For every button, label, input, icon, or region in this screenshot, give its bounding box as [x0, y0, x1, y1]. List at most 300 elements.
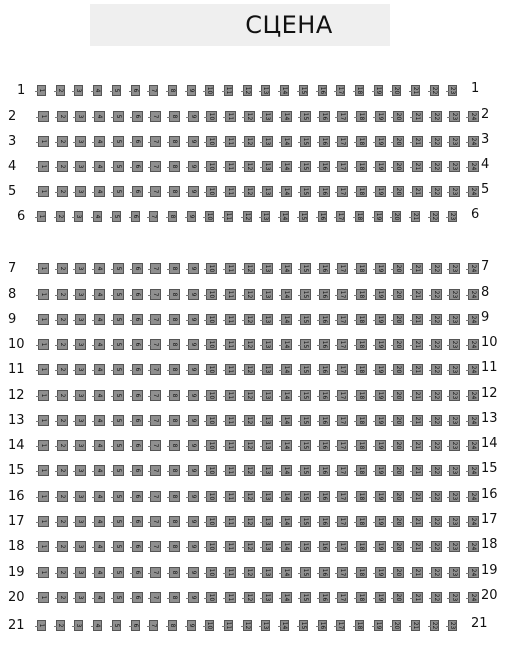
seat[interactable]: [449, 289, 460, 300]
seat[interactable]: [57, 491, 68, 502]
seat[interactable]: [449, 465, 460, 476]
seat[interactable]: [188, 465, 199, 476]
seat[interactable]: [281, 465, 292, 476]
seat[interactable]: [38, 364, 49, 375]
seat[interactable]: [113, 592, 124, 603]
seat[interactable]: [150, 516, 161, 527]
seat[interactable]: [225, 289, 236, 300]
seat[interactable]: [262, 516, 273, 527]
seat[interactable]: [225, 314, 236, 325]
seat[interactable]: [132, 491, 143, 502]
seat[interactable]: [337, 390, 348, 401]
seat[interactable]: [113, 440, 124, 451]
seat[interactable]: [38, 136, 49, 147]
seat[interactable]: [300, 289, 311, 300]
seat[interactable]: [75, 415, 86, 426]
seat[interactable]: [262, 136, 273, 147]
seat[interactable]: [393, 465, 404, 476]
seat[interactable]: [225, 592, 236, 603]
seat[interactable]: [375, 289, 386, 300]
seat[interactable]: [224, 211, 233, 222]
seat[interactable]: [150, 440, 161, 451]
seat[interactable]: [132, 390, 143, 401]
seat[interactable]: [206, 440, 217, 451]
seat[interactable]: [300, 364, 311, 375]
seat[interactable]: [430, 211, 439, 222]
seat[interactable]: [75, 364, 86, 375]
seat[interactable]: [468, 111, 479, 122]
seat[interactable]: [281, 541, 292, 552]
seat[interactable]: [337, 465, 348, 476]
seat[interactable]: [468, 465, 479, 476]
seat[interactable]: [243, 211, 252, 222]
seat[interactable]: [337, 289, 348, 300]
seat[interactable]: [206, 465, 217, 476]
seat[interactable]: [261, 620, 270, 631]
seat[interactable]: [205, 620, 214, 631]
seat[interactable]: [468, 136, 479, 147]
seat[interactable]: [244, 567, 255, 578]
seat[interactable]: [337, 516, 348, 527]
seat[interactable]: [132, 465, 143, 476]
seat[interactable]: [280, 211, 289, 222]
seat[interactable]: [206, 186, 217, 197]
seat[interactable]: [150, 314, 161, 325]
seat[interactable]: [319, 592, 330, 603]
seat[interactable]: [468, 314, 479, 325]
seat[interactable]: [188, 339, 199, 350]
seat[interactable]: [262, 186, 273, 197]
seat[interactable]: [393, 339, 404, 350]
seat[interactable]: [205, 211, 214, 222]
seat[interactable]: [393, 111, 404, 122]
seat[interactable]: [431, 364, 442, 375]
seat[interactable]: [449, 415, 460, 426]
seat[interactable]: [94, 541, 105, 552]
seat[interactable]: [300, 541, 311, 552]
seat[interactable]: [393, 263, 404, 274]
seat[interactable]: [75, 440, 86, 451]
seat[interactable]: [393, 314, 404, 325]
seat[interactable]: [75, 111, 86, 122]
seat[interactable]: [319, 289, 330, 300]
seat[interactable]: [57, 541, 68, 552]
seat[interactable]: [75, 339, 86, 350]
seat[interactable]: [262, 263, 273, 274]
seat[interactable]: [132, 364, 143, 375]
seat[interactable]: [74, 211, 83, 222]
seat[interactable]: [449, 186, 460, 197]
seat[interactable]: [169, 491, 180, 502]
seat[interactable]: [169, 364, 180, 375]
seat[interactable]: [206, 111, 217, 122]
seat[interactable]: [225, 415, 236, 426]
seat[interactable]: [224, 620, 233, 631]
seat[interactable]: [356, 136, 367, 147]
seat[interactable]: [337, 314, 348, 325]
seat[interactable]: [448, 620, 457, 631]
seat[interactable]: [300, 516, 311, 527]
seat[interactable]: [300, 314, 311, 325]
seat[interactable]: [188, 567, 199, 578]
seat[interactable]: [244, 592, 255, 603]
seat[interactable]: [319, 516, 330, 527]
seat[interactable]: [319, 440, 330, 451]
seat[interactable]: [392, 85, 401, 96]
seat[interactable]: [431, 465, 442, 476]
seat[interactable]: [412, 415, 423, 426]
seat[interactable]: [94, 390, 105, 401]
seat[interactable]: [375, 491, 386, 502]
seat[interactable]: [375, 161, 386, 172]
seat[interactable]: [318, 211, 327, 222]
seat[interactable]: [468, 541, 479, 552]
seat[interactable]: [412, 289, 423, 300]
seat[interactable]: [75, 567, 86, 578]
seat[interactable]: [188, 161, 199, 172]
seat[interactable]: [261, 211, 270, 222]
seat[interactable]: [169, 314, 180, 325]
seat[interactable]: [319, 390, 330, 401]
seat[interactable]: [75, 314, 86, 325]
seat[interactable]: [319, 186, 330, 197]
seat[interactable]: [93, 85, 102, 96]
seat[interactable]: [449, 516, 460, 527]
seat[interactable]: [468, 440, 479, 451]
seat[interactable]: [94, 263, 105, 274]
seat[interactable]: [393, 161, 404, 172]
seat[interactable]: [187, 620, 196, 631]
seat[interactable]: [337, 263, 348, 274]
seat[interactable]: [449, 592, 460, 603]
seat[interactable]: [356, 314, 367, 325]
seat[interactable]: [150, 136, 161, 147]
seat[interactable]: [169, 390, 180, 401]
seat[interactable]: [337, 567, 348, 578]
seat[interactable]: [319, 111, 330, 122]
seat[interactable]: [112, 85, 121, 96]
seat[interactable]: [244, 541, 255, 552]
seat[interactable]: [150, 390, 161, 401]
seat[interactable]: [356, 186, 367, 197]
seat[interactable]: [337, 541, 348, 552]
seat[interactable]: [225, 567, 236, 578]
seat[interactable]: [356, 161, 367, 172]
seat[interactable]: [449, 364, 460, 375]
seat[interactable]: [150, 263, 161, 274]
seat[interactable]: [206, 390, 217, 401]
seat[interactable]: [74, 620, 83, 631]
seat[interactable]: [150, 364, 161, 375]
seat[interactable]: [113, 314, 124, 325]
seat[interactable]: [75, 186, 86, 197]
seat[interactable]: [113, 289, 124, 300]
seat[interactable]: [337, 111, 348, 122]
seat[interactable]: [37, 211, 46, 222]
seat[interactable]: [169, 567, 180, 578]
seat[interactable]: [188, 136, 199, 147]
seat[interactable]: [244, 111, 255, 122]
seat[interactable]: [169, 440, 180, 451]
seat[interactable]: [281, 136, 292, 147]
seat[interactable]: [393, 364, 404, 375]
seat[interactable]: [225, 339, 236, 350]
seat[interactable]: [38, 415, 49, 426]
seat[interactable]: [262, 592, 273, 603]
seat[interactable]: [206, 415, 217, 426]
seat[interactable]: [113, 364, 124, 375]
seat[interactable]: [94, 186, 105, 197]
seat[interactable]: [188, 314, 199, 325]
seat[interactable]: [412, 440, 423, 451]
seat[interactable]: [132, 592, 143, 603]
seat[interactable]: [188, 364, 199, 375]
seat[interactable]: [244, 339, 255, 350]
seat[interactable]: [57, 415, 68, 426]
seat[interactable]: [113, 339, 124, 350]
seat[interactable]: [57, 263, 68, 274]
seat[interactable]: [468, 186, 479, 197]
seat[interactable]: [168, 85, 177, 96]
seat[interactable]: [281, 339, 292, 350]
seat[interactable]: [132, 289, 143, 300]
seat[interactable]: [149, 211, 158, 222]
seat[interactable]: [355, 211, 364, 222]
seat[interactable]: [281, 111, 292, 122]
seat[interactable]: [374, 620, 383, 631]
seat[interactable]: [206, 136, 217, 147]
seat[interactable]: [75, 491, 86, 502]
seat[interactable]: [412, 567, 423, 578]
seat[interactable]: [449, 541, 460, 552]
seat[interactable]: [356, 263, 367, 274]
seat[interactable]: [225, 465, 236, 476]
seat[interactable]: [38, 541, 49, 552]
seat[interactable]: [131, 620, 140, 631]
seat[interactable]: [243, 620, 252, 631]
seat[interactable]: [262, 541, 273, 552]
seat[interactable]: [38, 263, 49, 274]
seat[interactable]: [337, 161, 348, 172]
seat[interactable]: [38, 289, 49, 300]
seat[interactable]: [94, 314, 105, 325]
seat[interactable]: [38, 314, 49, 325]
seat[interactable]: [225, 390, 236, 401]
seat[interactable]: [149, 85, 158, 96]
seat[interactable]: [150, 567, 161, 578]
seat[interactable]: [281, 440, 292, 451]
seat[interactable]: [337, 364, 348, 375]
seat[interactable]: [56, 211, 65, 222]
seat[interactable]: [468, 516, 479, 527]
seat[interactable]: [169, 263, 180, 274]
seat[interactable]: [75, 541, 86, 552]
seat[interactable]: [131, 211, 140, 222]
seat[interactable]: [132, 567, 143, 578]
seat[interactable]: [300, 592, 311, 603]
seat[interactable]: [188, 440, 199, 451]
seat[interactable]: [375, 415, 386, 426]
seat[interactable]: [206, 161, 217, 172]
seat[interactable]: [431, 289, 442, 300]
seat[interactable]: [206, 592, 217, 603]
seat[interactable]: [94, 415, 105, 426]
seat[interactable]: [188, 592, 199, 603]
seat[interactable]: [113, 465, 124, 476]
seat[interactable]: [188, 516, 199, 527]
seat[interactable]: [449, 136, 460, 147]
seat[interactable]: [356, 289, 367, 300]
seat[interactable]: [57, 289, 68, 300]
seat[interactable]: [94, 111, 105, 122]
seat[interactable]: [431, 491, 442, 502]
seat[interactable]: [262, 364, 273, 375]
seat[interactable]: [188, 186, 199, 197]
seat[interactable]: [468, 592, 479, 603]
seat[interactable]: [132, 263, 143, 274]
seat[interactable]: [412, 161, 423, 172]
seat[interactable]: [244, 390, 255, 401]
seat[interactable]: [169, 161, 180, 172]
seat[interactable]: [393, 440, 404, 451]
seat[interactable]: [37, 620, 46, 631]
seat[interactable]: [244, 136, 255, 147]
seat[interactable]: [262, 491, 273, 502]
seat[interactable]: [94, 592, 105, 603]
seat[interactable]: [393, 491, 404, 502]
seat[interactable]: [57, 390, 68, 401]
seat[interactable]: [169, 136, 180, 147]
seat[interactable]: [205, 85, 214, 96]
seat[interactable]: [94, 465, 105, 476]
seat[interactable]: [113, 161, 124, 172]
seat[interactable]: [94, 161, 105, 172]
seat[interactable]: [318, 620, 327, 631]
seat[interactable]: [113, 491, 124, 502]
seat[interactable]: [94, 440, 105, 451]
seat[interactable]: [38, 592, 49, 603]
seat[interactable]: [356, 541, 367, 552]
seat[interactable]: [169, 465, 180, 476]
seat[interactable]: [244, 516, 255, 527]
seat[interactable]: [356, 567, 367, 578]
seat[interactable]: [169, 592, 180, 603]
seat[interactable]: [169, 339, 180, 350]
seat[interactable]: [149, 620, 158, 631]
seat[interactable]: [132, 440, 143, 451]
seat[interactable]: [94, 339, 105, 350]
seat[interactable]: [206, 289, 217, 300]
seat[interactable]: [393, 516, 404, 527]
seat[interactable]: [188, 390, 199, 401]
seat[interactable]: [206, 339, 217, 350]
seat[interactable]: [412, 364, 423, 375]
seat[interactable]: [132, 314, 143, 325]
seat[interactable]: [280, 85, 289, 96]
seat[interactable]: [356, 592, 367, 603]
seat[interactable]: [337, 491, 348, 502]
seat[interactable]: [225, 440, 236, 451]
seat[interactable]: [150, 161, 161, 172]
seat[interactable]: [375, 567, 386, 578]
seat[interactable]: [113, 516, 124, 527]
seat[interactable]: [132, 186, 143, 197]
seat[interactable]: [206, 314, 217, 325]
seat[interactable]: [411, 620, 420, 631]
seat[interactable]: [225, 516, 236, 527]
seat[interactable]: [132, 541, 143, 552]
seat[interactable]: [262, 111, 273, 122]
seat[interactable]: [336, 620, 345, 631]
seat[interactable]: [261, 85, 270, 96]
seat[interactable]: [300, 415, 311, 426]
seat[interactable]: [300, 440, 311, 451]
seat[interactable]: [300, 111, 311, 122]
seat[interactable]: [449, 161, 460, 172]
seat[interactable]: [412, 592, 423, 603]
seat[interactable]: [244, 364, 255, 375]
seat[interactable]: [449, 263, 460, 274]
seat[interactable]: [113, 415, 124, 426]
seat[interactable]: [169, 415, 180, 426]
seat[interactable]: [468, 161, 479, 172]
seat[interactable]: [188, 263, 199, 274]
seat[interactable]: [393, 136, 404, 147]
seat[interactable]: [281, 314, 292, 325]
seat[interactable]: [431, 136, 442, 147]
seat[interactable]: [150, 415, 161, 426]
seat[interactable]: [74, 85, 83, 96]
seat[interactable]: [337, 186, 348, 197]
seat[interactable]: [375, 136, 386, 147]
seat[interactable]: [132, 136, 143, 147]
seat[interactable]: [244, 415, 255, 426]
seat[interactable]: [150, 465, 161, 476]
seat[interactable]: [431, 390, 442, 401]
seat[interactable]: [319, 339, 330, 350]
seat[interactable]: [468, 415, 479, 426]
seat[interactable]: [244, 161, 255, 172]
seat[interactable]: [412, 465, 423, 476]
seat[interactable]: [431, 111, 442, 122]
seat[interactable]: [375, 186, 386, 197]
seat[interactable]: [38, 465, 49, 476]
seat[interactable]: [319, 415, 330, 426]
seat[interactable]: [132, 111, 143, 122]
seat[interactable]: [37, 85, 46, 96]
seat[interactable]: [38, 111, 49, 122]
seat[interactable]: [281, 567, 292, 578]
seat[interactable]: [393, 567, 404, 578]
seat[interactable]: [468, 263, 479, 274]
seat[interactable]: [412, 541, 423, 552]
seat[interactable]: [431, 516, 442, 527]
seat[interactable]: [375, 390, 386, 401]
seat[interactable]: [188, 289, 199, 300]
seat[interactable]: [75, 161, 86, 172]
seat[interactable]: [112, 211, 121, 222]
seat[interactable]: [337, 415, 348, 426]
seat[interactable]: [38, 440, 49, 451]
seat[interactable]: [38, 390, 49, 401]
seat[interactable]: [449, 314, 460, 325]
seat[interactable]: [244, 440, 255, 451]
seat[interactable]: [225, 263, 236, 274]
seat[interactable]: [337, 592, 348, 603]
seat[interactable]: [281, 592, 292, 603]
seat[interactable]: [75, 465, 86, 476]
seat[interactable]: [431, 161, 442, 172]
